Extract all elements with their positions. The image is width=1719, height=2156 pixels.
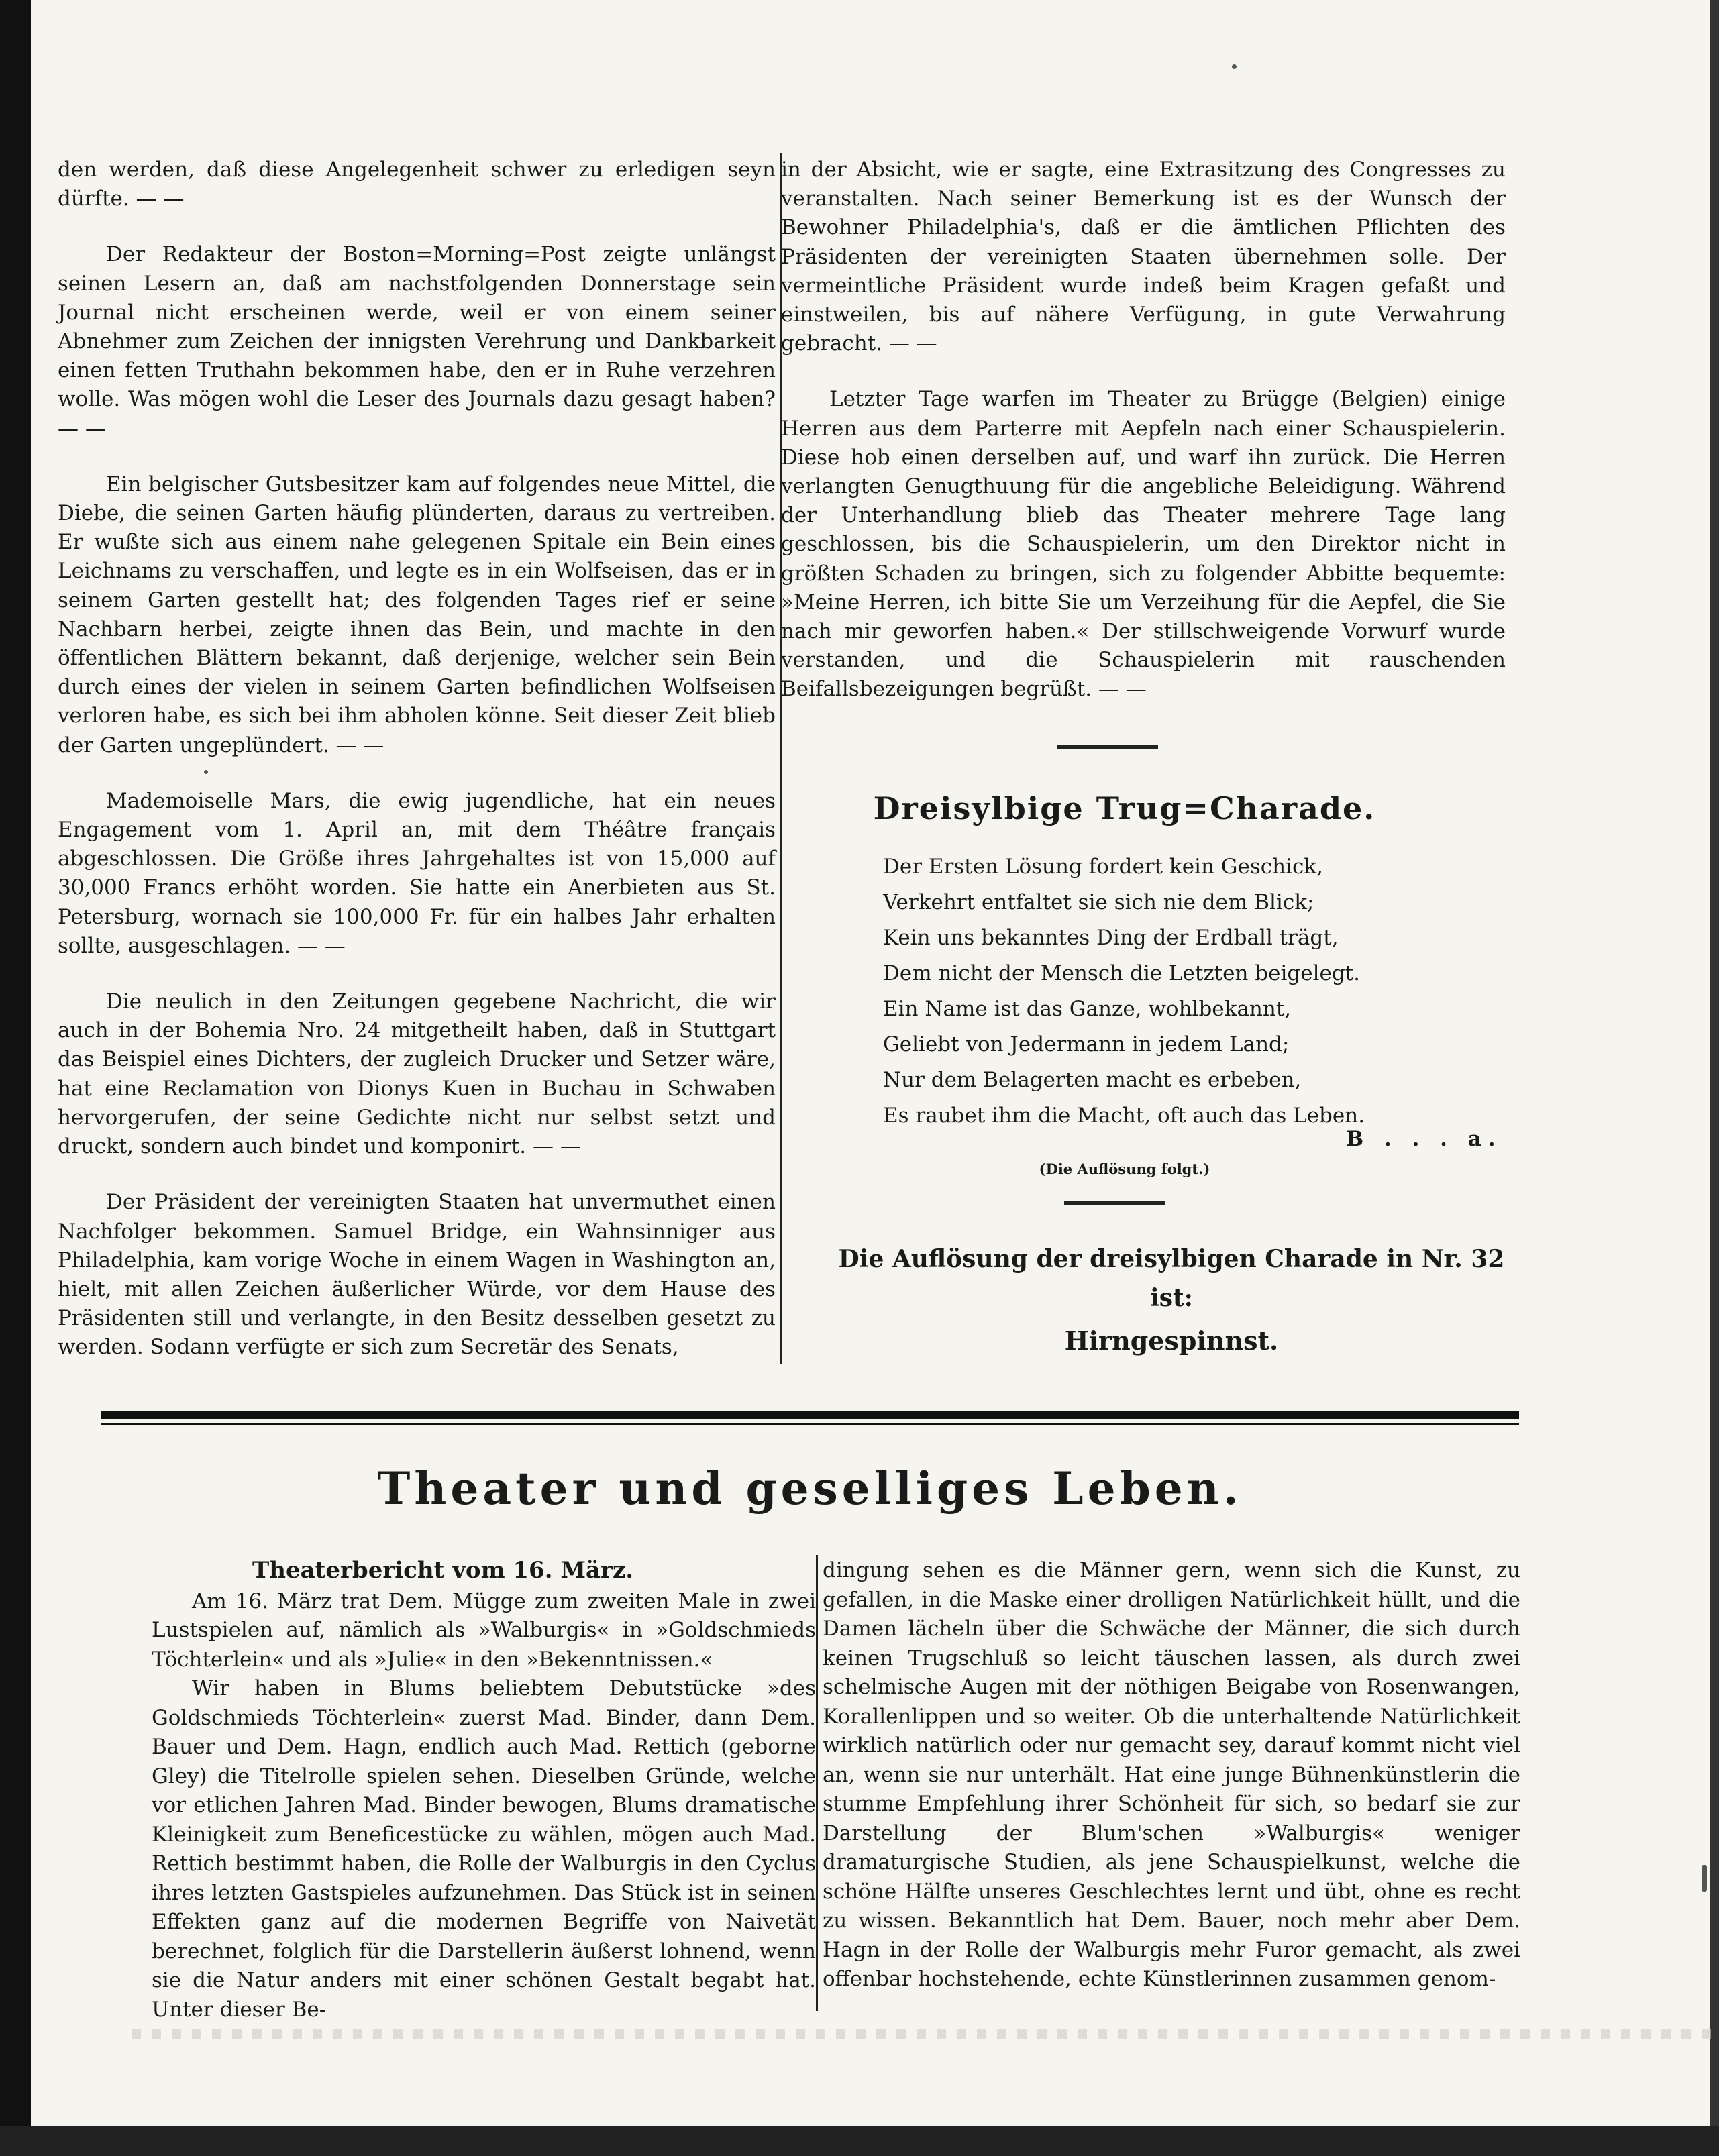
report-title: Theaterbericht vom 16. März. <box>252 1557 634 1584</box>
solution-word: Hirngespinnst. <box>1064 1326 1279 1356</box>
poem-line: Nur dem Belagerten macht es erbeben, <box>883 1068 1302 1092</box>
charade-poem <box>883 849 1453 1134</box>
left-column <box>58 156 776 1389</box>
paragraph: Am 16. März trat Dem. Mügge zum zweiten Male in zwei Lustspielen auf, nämlich als »Walburgis« in »Goldschmieds Töchterlein« und als »Julie« in den »Bekenntnissen.« <box>152 1588 816 1672</box>
poem-line: Kein uns bekanntes Ding der Erdball trägt, <box>883 926 1339 950</box>
charade-title: Dreisylbige Trug=Charade. <box>873 790 1376 826</box>
paragraph: den werden, daß diese Angelegenheit schwer zu erledigen seyn dürfte. — — <box>58 158 776 211</box>
paragraph: in der Absicht, wie er sagte, eine Extrasitzung des Congresses zu veranstalten. Nach seiner Bemerkung ist es der Wunsch der Bewohner Philadelphia's, daß er die ämtlichen Pflichten des Präsidenten der vereinigten Staaten übernehmen solle. Der vermeintliche Präsident wurde indeß beim Kragen gefaßt und einstweilen, bis auf nähere Verfügung, in gute Verwahrung gebracht. — — <box>781 158 1506 356</box>
ornament-rule-top <box>1057 745 1158 749</box>
right-column <box>781 156 1506 731</box>
scan-border-right <box>1710 0 1719 2156</box>
paper-speck <box>1702 1865 1707 1892</box>
poem-line: Verkehrt entfaltet sie sich nie dem Blick; <box>883 890 1314 914</box>
bleed-through-text <box>132 2029 1719 2039</box>
charade-signature: B . . . a. <box>1346 1127 1502 1151</box>
section-left-column <box>152 1556 816 2025</box>
scan-border-bottom <box>0 2126 1719 2156</box>
paragraph: dingung sehen es die Männer gern, wenn sich die Kunst, zu gefallen, in die Maske einer drolligen Natürlichkeit hüllt, und die Damen lächeln über die Schwäche der Männer, die sich durch keinen Trugschluß so leicht täuschen lassen, als durch zwei schelmische Augen mit der nöthigen Beigabe von Rosenwangen, Korallenlippen und so weiter. Ob die unterhaltende Natürlichkeit wirklich natürlich oder nur gemacht sey, darauf kommt nicht viel an, wenn sie nur unterhält. Hat eine junge Bühnenkünstlerin die stumme Empfehlung ihrer Schönheit für sich, so bedarf sie zur Darstellung der Blum'schen »Walburgis« weniger dramaturgische Studien, als jene Schauspielkunst, welche die schöne Hälfte unseres Geschlechtes lernt und übt, ohne es recht zu wissen. Bekanntlich hat Dem. Bauer, noch mehr aber Dem. Hagn in der Rolle der Walburgis mehr Furor gemacht, als zwei offenbar hochstehende, echte Künstlerinnen zusammen genom- <box>823 1558 1520 1991</box>
section-rule-thick <box>101 1411 1519 1419</box>
solution-note: (Die Auflösung folgt.) <box>1039 1161 1210 1177</box>
section-column-divider <box>816 1555 818 2011</box>
paragraph: Der Präsident der vereinigten Staaten hat unvermuthet einen Nachfolger bekommen. Samuel Bridge, ein Wahnsinniger aus Philadelphia, kam vorige Woche in einem Wagen in Washington an, hielt, mit allen Zeichen äußerlicher Würde, vor dem Hause des Präsidenten still und verlangte, in den Besitz desselben gesetzt zu werden. Sodann verfügte er sich zum Secretär des Senats, <box>58 1190 776 1360</box>
section-right-column <box>823 1556 1520 1994</box>
paragraph: Ein belgischer Gutsbesitzer kam auf folgendes neue Mittel, die Diebe, die seinen Garten häufig plünderten, daraus zu vertreiben. Er wußte sich aus einem nahe gelegenen Spitale ein Bein eines Leichnams zu verschaffen, und legte es in ein Wolfseisen, das er in seinem Garten gestellt hat; des folgenden Tages rief er seine Nachbarn herbei, zeigte ihnen das Bein, und machte in den öffentlichen Blättern bekannt, daß derjenige, welcher sein Bein durch eines der vielen in seinem Garten befindlichen Wolfseisen verloren habe, es sich bei ihm abholen könne. Seit dieser Zeit blieb der Garten ungeplündert. — — <box>58 472 776 757</box>
poem-line: Dem nicht der Mensch die Letzten beigelegt. <box>883 961 1360 985</box>
poem-line: Es raubet ihm die Macht, oft auch das Leben. <box>883 1103 1365 1128</box>
section-title: Theater und geselliges Leben. <box>377 1462 1243 1515</box>
paragraph: Wir haben in Blums beliebtem Debutstücke »des Goldschmieds Töchterlein« zuerst Mad. Binder, dann Dem. Bauer und Dem. Hagn, endlich auch Mad. Rettich (geborne Gley) die Titelrolle spielen sehen. Dieselben Gründe, welche vor etlichen Jahren Mad. Binder bewogen, Blums dramatische Kleinigkeit zum Beneficestücke zu wählen, mögen auch Mad. Rettich bestimmt haben, die Rolle der Walburgis in den Cyclus ihres letzten Gastspieles aufzunehmen. Das Stück ist in seinen Effekten ganz auf die modernen Begriffe von Naivetät berechnet, folglich für die Darstellerin äußerst lohnend, wenn sie die Natur anders mit einer schönen Gestalt begabt hat. Unter dieser Be- <box>152 1676 816 2022</box>
paragraph: Die neulich in den Zeitungen gegebene Nachricht, die wir auch in der Bohemia Nro. 24 mitgetheilt haben, daß in Stuttgart das Beispiel eines Dichters, der zugleich Drucker und Setzer wäre, hat eine Reclamation von Dionys Kuen in Buchau in Schwaben hervorgerufen, der seine Gedichte nicht nur selbst setzt und druckt, sondern auch bindet und komponirt. — — <box>58 989 776 1159</box>
poem-line: Der Ersten Lösung fordert kein Geschick, <box>883 855 1324 879</box>
newspaper-page <box>31 0 1710 2126</box>
paper-speck <box>1232 64 1237 69</box>
paper-speck <box>204 770 208 774</box>
ornament-rule-bottom <box>1064 1201 1165 1205</box>
paragraph: Mademoiselle Mars, die ewig jugendliche, hat ein neues Engagement vom 1. April an, mit dem Théâtre français abgeschlossen. Die Größe ihres Jahrgehaltes ist von 15,000 auf 30,000 Francs erhöht worden. Sie hatte ein Anerbieten aus St. Petersburg, wornach sie 100,000 Fr. für ein halbes Jahr erhalten sollte, ausgeschlagen. — — <box>58 788 776 958</box>
poem-line: Geliebt von Jedermann in jedem Land; <box>883 1032 1290 1057</box>
scan-border-left <box>0 0 31 2156</box>
section-rule-thin <box>101 1423 1519 1425</box>
paragraph: Letzter Tage warfen im Theater zu Brügge (Belgien) einige Herren aus dem Parterre mit Aepfeln nach einer Schauspielerin. Diese hob einen derselben auf, und warf ihn zurück. Die Herren verlangten Genugthuung für die angebliche Beleidigung. Während der Unterhandlung blieb das Theater mehrere Tage lang geschlossen, bis die Schauspielerin, um den Direktor nicht in größten Schaden zu bringen, sich zu folgender Abbitte bequemte: »Meine Herren, ich bitte Sie um Verzeihung für die Aepfel, die Sie nach mir geworfen haben.« Der stillschweigende Vorwurf wurde verstanden, und die Schauspielerin mit rauschenden Beifallsbezeigungen begrüßt. — — <box>781 387 1506 702</box>
solution-intro: Die Auflösung der dreisylbigen Charade in Nr. 32 ist: <box>838 1245 1505 1312</box>
poem-line: Ein Name ist das Ganze, wohlbekannt, <box>883 997 1292 1021</box>
paragraph: Der Redakteur der Boston=Morning=Post zeigte unlängst seinen Lesern an, daß am nachstfolgenden Donnerstage sein Journal nicht erscheinen werde, weil er von einem seiner Abnehmer zum Zeichen der innigsten Verehrung und Dankbarkeit einen fetten Truthahn bekommen habe, den er in Ruhe verzehren wolle. Was mögen wohl die Leser des Journals dazu gesagt haben? — — <box>58 242 776 441</box>
